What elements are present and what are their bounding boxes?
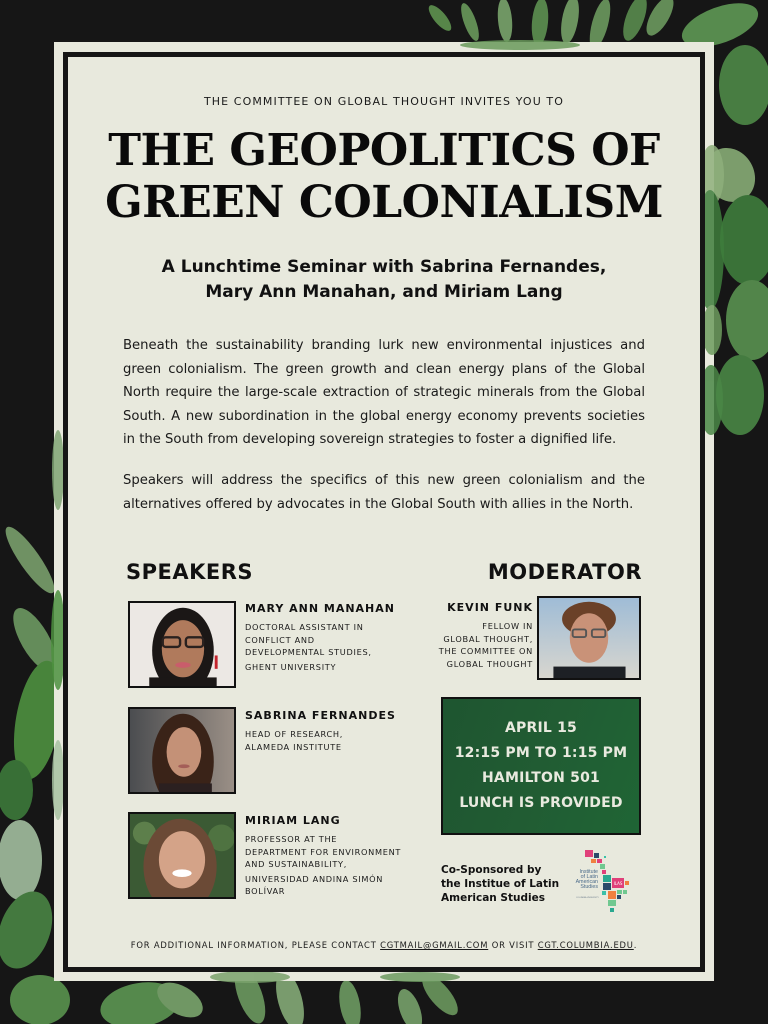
speaker-role [245,728,420,753]
footer-prefix: FOR ADDITIONAL INFORMATION, PLEASE CONTACT [130,940,381,950]
role-line: BOLÍVAR [245,886,286,896]
event-details-box [441,697,641,835]
footer-contact [68,940,700,950]
subtitle-line-1: A Lunchtime Seminar with Sabrina Fernandes, [161,257,607,277]
footer-middle: OR VISIT [488,940,538,950]
svg-text:of Latin: of Latin [580,874,598,880]
cosponsor-line: American Studies [441,892,545,904]
svg-text:ILAS: ILAS [613,881,623,886]
svg-text:COLUMBIA UNIVERSITY: COLUMBIA UNIVERSITY [576,897,599,899]
speaker-name: MIRIAM LANG [245,814,341,827]
footer-suffix: . [633,940,638,950]
svg-text:American: American [575,879,598,885]
description-paragraph-1: Beneath the sustainability branding lurk new environmental injustices and green colonialism. The green growth and clean energy plans of the Global North require the large-scale extraction of strategic minerals from the Global South. A new subordination in the global energy economy prevents societies in the South from developing sovereign strategies to foster a dignified life. [123,338,645,447]
speaker-info-sabrina-fernandes [245,709,420,753]
role-line: ALAMEDA INSTITUTE [245,741,342,752]
role-line: AND SUSTAINABILITY, [245,859,348,869]
role-line: FELLOW IN [482,621,533,631]
description-paragraph-2: Speakers will address the specifics of this new green colonialism and the alternatives offered by advocates in the Global South with allies in the North. [123,473,645,512]
role-line: THE COMMITTEE ON [438,646,533,656]
speaker-photo-miriam-lang [128,812,236,899]
event-date: APRIL 15 [505,720,577,736]
subtitle-line-2: Mary Ann Manahan, and Miriam Lang [205,282,563,302]
role-line: GLOBAL THOUGHT, [443,633,533,644]
svg-text:Studies: Studies [580,884,598,890]
moderator-name: KEVIN FUNK [447,601,533,614]
speaker-photo-mary-ann-manahan [128,601,236,688]
event-time: 12:15 PM TO 1:15 PM [454,745,628,761]
speaker-info-miriam-lang [245,814,420,898]
event-subtitle [68,255,700,305]
ilas-logo-icon [574,847,642,915]
role-line: HEAD OF RESEARCH, [245,729,344,739]
cosponsor-text [441,863,571,905]
moderator-heading: MODERATOR [487,560,642,584]
speakers-heading: SPEAKERS [126,560,254,584]
svg-text:Institute: Institute [579,869,598,875]
role-line: DEPARTMENT FOR ENVIRONMENT [245,846,402,857]
event-title [68,125,700,229]
speaker-name: SABRINA FERNANDES [245,709,396,722]
invite-line: THE COMMITTEE ON GLOBAL THOUGHT INVITES YOU TO [203,95,565,108]
cosponsor-line: the Institue of Latin [441,878,560,890]
speaker-role [245,833,420,898]
role-line: DEVELOPMENTAL STUDIES, [245,647,372,657]
poster-content [68,57,700,967]
cosponsor-line: Co-Sponsored by [441,864,542,876]
moderator-role [393,620,533,670]
role-line: GHENT UNIVERSITY [245,661,337,672]
role-line: PROFESSOR AT THE [245,834,338,844]
role-line: GLOBAL THOUGHT [446,658,533,669]
role-line: DOCTORAL ASSISTANT IN [245,622,364,632]
speaker-photo-sabrina-fernandes [128,707,236,794]
event-lunch-note: LUNCH IS PROVIDED [459,795,623,811]
moderator-info-kevin-funk [393,601,533,670]
role-line: UNIVERSIDAD ANDINA SIMÓN [245,873,384,884]
role-line: CONFLICT AND [245,634,315,645]
speaker-name: MARY ANN MANAHAN [245,602,395,615]
event-location: HAMILTON 501 [482,770,600,786]
title-line-2: GREEN COLONIALISM [105,177,663,228]
moderator-photo-kevin-funk [537,596,641,680]
contact-email-link[interactable]: CGTMAIL@GMAIL.COM [380,940,489,950]
website-link[interactable]: CGT.COLUMBIA.EDU [537,940,634,950]
title-line-1: THE GEOPOLITICS OF [108,125,660,176]
